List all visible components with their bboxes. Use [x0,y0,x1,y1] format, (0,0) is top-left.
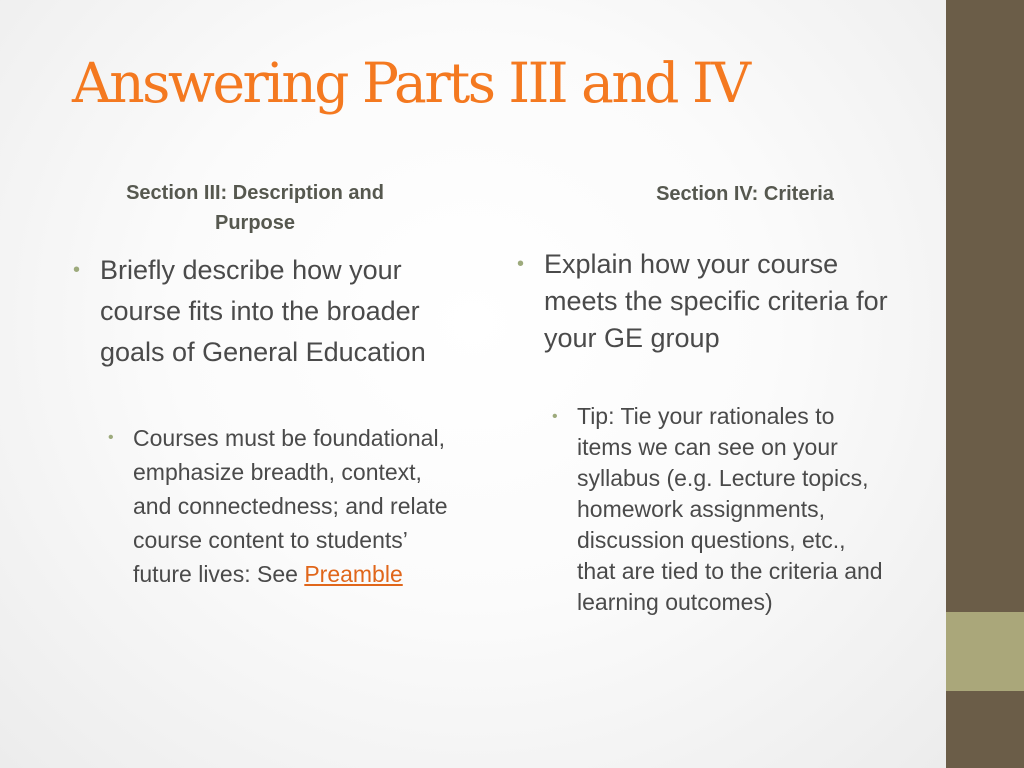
preamble-link[interactable]: Preamble [304,561,403,587]
bullet-icon: • [108,429,114,446]
slide-title: Answering Parts III and IV [72,51,749,115]
section-iii-sub-bullet [108,421,463,591]
section-iii-sub-bullet-text: Courses must be foundational, emphasize breadth, context, and connectedness; and relate course content to students’ future lives: See [133,425,448,587]
section-iii-bullet [73,250,460,373]
bullet-icon: • [552,408,558,425]
section-iv-bullet-text: Explain how your course meets the specific criteria for your GE group [544,249,888,353]
section-iii-header: Section III: Description and Purpose [126,182,384,234]
section-iv-sub-bullet [552,401,887,618]
bullet-icon: • [73,259,81,281]
section-iv-header: Section IV: Criteria [656,183,834,205]
section-iv-bullet [517,246,894,357]
section-iii-bullet-text: Briefly describe how your course fits into the broader goals of General Education [100,255,426,367]
sidebar-accent-block [946,612,1024,691]
bullet-icon: • [517,253,525,275]
section-iv-sub-bullet-text: Tip: Tie your rationales to items we can see on your syllabus (e.g. Lecture topics, homework assignments, discussion questions, etc., that are tied to the criteria and learning outcomes) [577,403,883,615]
